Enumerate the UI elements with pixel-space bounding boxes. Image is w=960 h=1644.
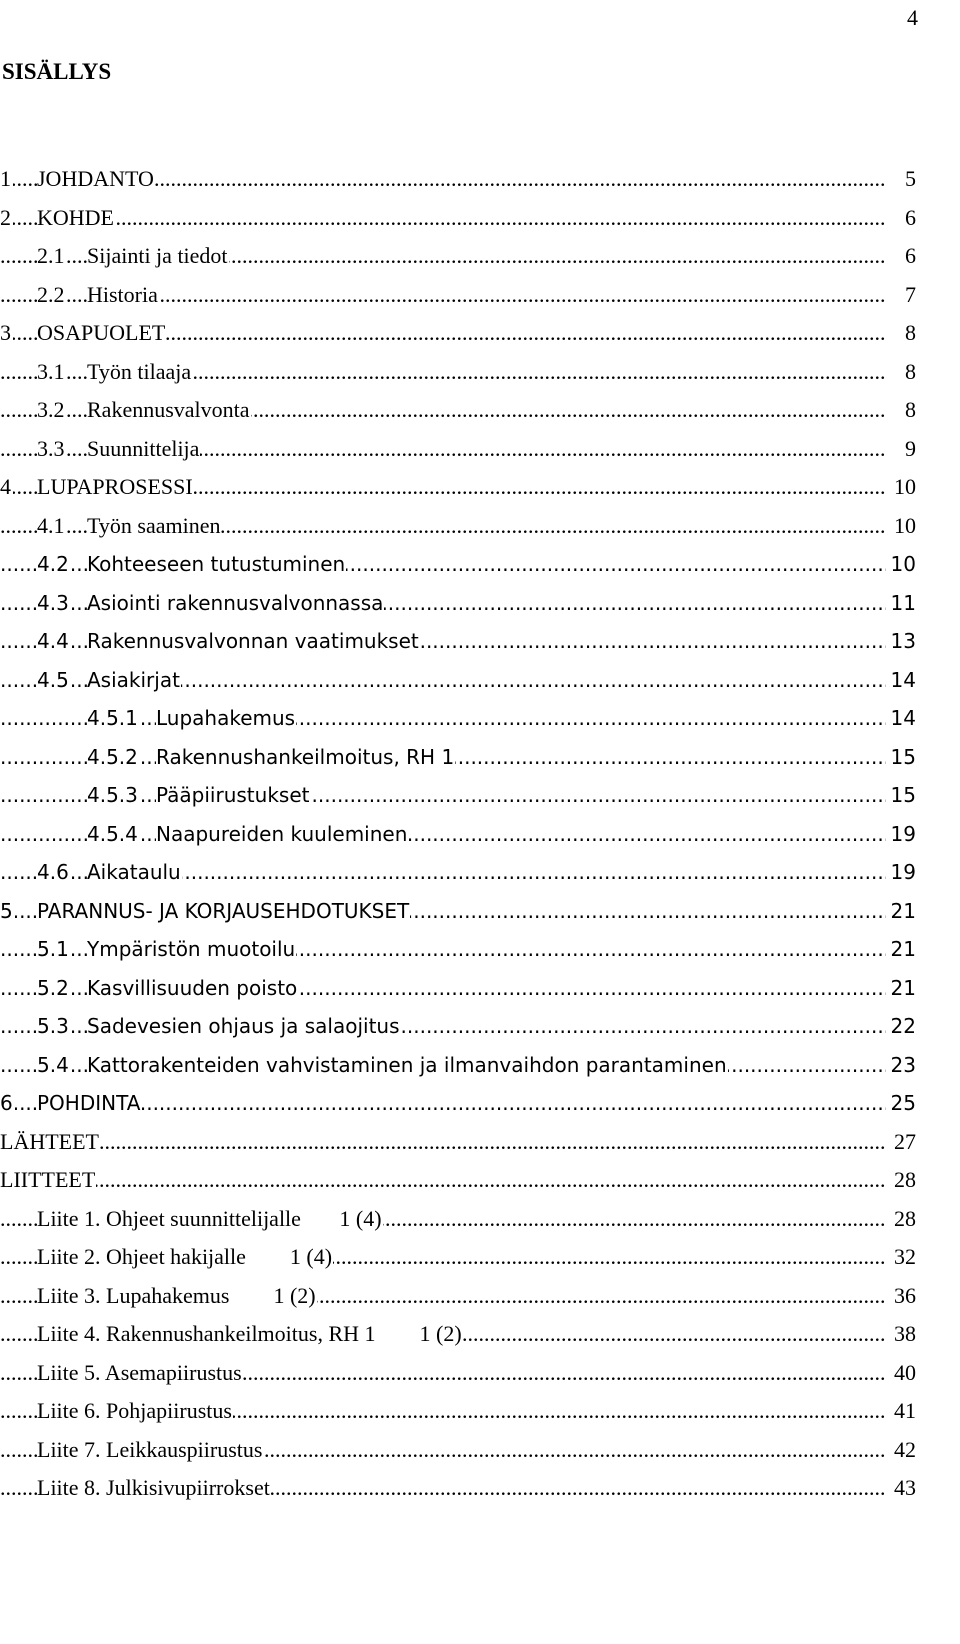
toc-entry-label: Ympäristön muotoilu [87, 934, 296, 964]
toc-entry-label: Liite 1. Ohjeet suunnittelijalle 1 (4) [37, 1204, 383, 1234]
toc-entry[interactable] [0, 203, 916, 242]
toc-entry-number: 2.1 [37, 241, 67, 271]
toc-entry-page: 19 [889, 857, 916, 887]
toc-entry[interactable] [0, 1396, 916, 1435]
toc-entry-number: 2.2 [37, 280, 67, 310]
toc-entry[interactable] [0, 1011, 916, 1050]
toc-entry[interactable] [0, 1127, 916, 1166]
toc-entry-page: 19 [889, 819, 916, 849]
toc-entry[interactable] [0, 395, 916, 434]
toc-entry[interactable] [0, 665, 916, 704]
toc-entry[interactable] [0, 857, 916, 896]
toc-entry-page: 10 [892, 511, 916, 541]
toc-entry-page: 6 [903, 241, 916, 271]
toc-entry-page: 8 [903, 357, 916, 387]
toc-entry[interactable] [0, 241, 916, 280]
table-of-contents [0, 164, 916, 1512]
toc-entry[interactable] [0, 434, 916, 473]
toc-entry[interactable] [0, 318, 916, 357]
toc-entry-label: Liite 2. Ohjeet hakijalle 1 (4) [37, 1242, 333, 1272]
toc-entry[interactable] [0, 588, 916, 627]
toc-entry-label: POHDINTA [37, 1088, 141, 1118]
toc-entry-label: Työn tilaaja [87, 357, 192, 387]
toc-entry-label: Kasvillisuuden poisto [87, 973, 298, 1003]
toc-entry-label: Asiointi rakennusvalvonnassa [87, 588, 384, 618]
toc-entry[interactable] [0, 164, 916, 203]
toc-entry-number: 2 [0, 203, 13, 233]
toc-entry-number: 4.5.4 [87, 819, 140, 849]
toc-entry-number: 4.5.1 [87, 703, 140, 733]
toc-entry[interactable] [0, 1165, 916, 1204]
toc-entry-number: 4.1 [37, 511, 67, 541]
toc-entry-label: Liite 6. Pohjapiirustus [37, 1396, 233, 1426]
toc-entry-page: 21 [889, 973, 916, 1003]
toc-entry-page: 14 [889, 703, 916, 733]
toc-entry-number: 4.5 [37, 665, 71, 695]
toc-entry-page: 14 [889, 665, 916, 695]
toc-entry-number: 4.2 [37, 549, 71, 579]
toc-entry[interactable] [0, 934, 916, 973]
toc-entry-label: KOHDE [37, 203, 115, 233]
toc-entry[interactable] [0, 1088, 916, 1127]
toc-entry[interactable] [0, 896, 916, 935]
toc-entry-number: 4.3 [37, 588, 71, 618]
toc-entry-label: LUPAPROSESSI [37, 472, 194, 502]
toc-entry-label: Asiakirjat [87, 665, 181, 695]
toc-entry-page: 10 [889, 549, 916, 579]
toc-entry-number: 6 [0, 1088, 15, 1118]
toc-entry[interactable] [0, 1242, 916, 1281]
toc-entry-page: 13 [889, 626, 916, 656]
toc-entry-number: 4.6 [37, 857, 71, 887]
dot-leader [0, 1165, 886, 1195]
toc-entry-number: 4 [0, 472, 13, 502]
toc-entry[interactable] [0, 626, 916, 665]
toc-entry[interactable] [0, 1435, 916, 1474]
toc-entry-page: 23 [889, 1050, 916, 1080]
toc-entry-page: 40 [892, 1358, 916, 1388]
dot-leader [0, 1127, 886, 1157]
toc-entry-page: 7 [903, 280, 916, 310]
toc-entry-label: Lupahakemus [156, 703, 296, 733]
toc-entry-label: Liite 4. Rakennushankeilmoitus, RH 1 1 (2) [37, 1319, 463, 1349]
toc-entry-label: Liite 8. Julkisivupiirrokset [37, 1473, 271, 1503]
toc-entry-number: 1 [0, 164, 13, 194]
toc-entry-number: 5.2 [37, 973, 71, 1003]
toc-entry[interactable] [0, 511, 916, 550]
toc-entry-page: 27 [892, 1127, 916, 1157]
toc-entry-page: 42 [892, 1435, 916, 1465]
toc-entry-page: 43 [892, 1473, 916, 1503]
toc-entry-page: 5 [903, 164, 916, 194]
toc-entry[interactable] [0, 703, 916, 742]
toc-entry-label: JOHDANTO [37, 164, 155, 194]
toc-entry-number: 3.1 [37, 357, 67, 387]
toc-entry-page: 22 [889, 1011, 916, 1041]
toc-entry-page: 11 [889, 588, 916, 618]
toc-entry-page: 15 [889, 780, 916, 810]
toc-entry-page: 36 [892, 1281, 916, 1311]
toc-entry[interactable] [0, 549, 916, 588]
toc-entry-number: 4.5.2 [87, 742, 140, 772]
toc-entry[interactable] [0, 1050, 916, 1089]
toc-entry[interactable] [0, 1204, 916, 1243]
toc-entry-number: 4.4 [37, 626, 71, 656]
toc-entry-page: 41 [892, 1396, 916, 1426]
toc-entry-label: Suunnittelija [87, 434, 200, 464]
toc-entry-label: Rakennusvalvonnan vaatimukset [87, 626, 420, 656]
toc-entry[interactable] [0, 819, 916, 858]
toc-entry-label: Työn saaminen [87, 511, 221, 541]
toc-entry[interactable] [0, 1358, 916, 1397]
toc-entry-page: 25 [889, 1088, 916, 1118]
toc-entry-page: 32 [892, 1242, 916, 1272]
toc-entry[interactable] [0, 1473, 916, 1512]
toc-entry-page: 8 [903, 395, 916, 425]
dot-leader [0, 203, 886, 233]
toc-entry-number: 5.3 [37, 1011, 71, 1041]
toc-entry-number: 5.1 [37, 934, 71, 964]
toc-entry-page: 21 [889, 896, 916, 926]
toc-entry-label: PARANNUS- JA KORJAUSEHDOTUKSET [37, 896, 410, 926]
toc-entry-label: OSAPUOLET [37, 318, 166, 348]
toc-entry-page: 15 [889, 742, 916, 772]
toc-entry-label: Kohteeseen tutustuminen [87, 549, 346, 579]
toc-entry-page: 10 [892, 472, 916, 502]
toc-entry[interactable] [0, 1319, 916, 1358]
toc-entry[interactable] [0, 780, 916, 819]
page-number: 4 [907, 5, 918, 30]
toc-entry-label: Kattorakenteiden vahvistaminen ja ilmanvaihdon parantaminen [87, 1050, 728, 1080]
toc-entry-label: Rakennusvalvonta [87, 395, 251, 425]
toc-entry-label: Naapureiden kuuleminen [156, 819, 408, 849]
toc-entry-number: 3 [0, 318, 13, 348]
toc-entry-page: 38 [892, 1319, 916, 1349]
toc-entry-page: 28 [892, 1165, 916, 1195]
toc-entry-label: Pääpiirustukset [156, 780, 310, 810]
toc-entry-page: 9 [903, 434, 916, 464]
toc-entry-label: Liite 7. Leikkauspiirustus [37, 1435, 263, 1465]
toc-entry-label: Sadevesien ohjaus ja salaojitus [87, 1011, 401, 1041]
toc-entry-number: 3.2 [37, 395, 67, 425]
toc-entry-page: 28 [892, 1204, 916, 1234]
page-title: SISÄLLYS [2, 59, 112, 84]
toc-entry-number: 4.5.3 [87, 780, 140, 810]
toc-entry[interactable] [0, 472, 916, 511]
toc-entry-label: Sijainti ja tiedot [87, 241, 229, 271]
toc-entry[interactable] [0, 357, 916, 396]
toc-entry-page: 21 [889, 934, 916, 964]
toc-entry-label: Liite 5. Asemapiirustus [37, 1358, 243, 1388]
toc-entry-label: LIITTEET [0, 1165, 96, 1195]
toc-entry-number: 3.3 [37, 434, 67, 464]
toc-entry-label: Liite 3. Lupahakemus 1 (2) [37, 1281, 317, 1311]
toc-entry-page: 8 [903, 318, 916, 348]
toc-entry-label: Historia [87, 280, 159, 310]
toc-entry-number: 5 [0, 896, 15, 926]
toc-entry-label: Aikataulu [87, 857, 182, 887]
toc-entry-number: 5.4 [37, 1050, 71, 1080]
toc-entry[interactable] [0, 973, 916, 1012]
toc-entry-label: Rakennushankeilmoitus, RH 1 [156, 742, 455, 772]
toc-entry[interactable] [0, 1281, 916, 1320]
toc-entry-page: 6 [903, 203, 916, 233]
toc-entry[interactable] [0, 280, 916, 319]
toc-entry-label: LÄHTEET [0, 1127, 100, 1157]
toc-entry[interactable] [0, 742, 916, 781]
